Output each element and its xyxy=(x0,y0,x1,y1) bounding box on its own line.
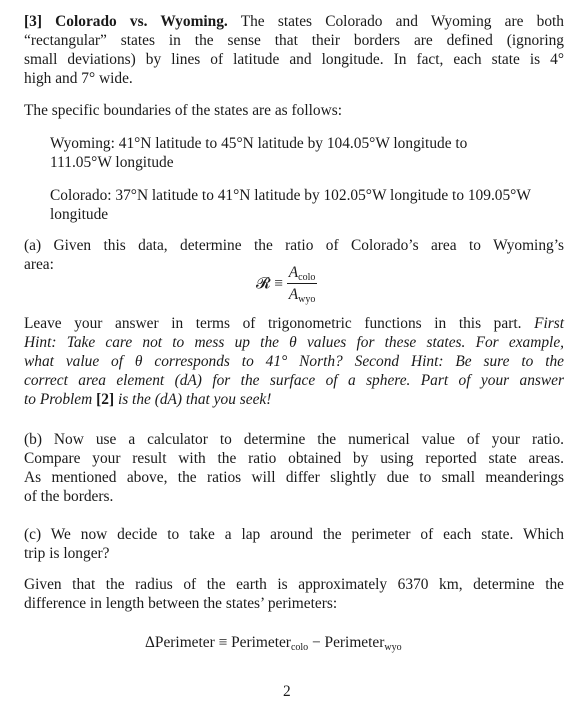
part-b-line-3: As mentioned above, the ratios will differ slightly due to small meanderings xyxy=(24,469,564,486)
part-a-line-2: area: xyxy=(24,256,54,273)
intro-line-2: “rectangular” states in the sense that their borders are defined (ignoring xyxy=(24,32,564,49)
intro-line-4: high and 7° wide. xyxy=(24,70,133,87)
hint-l5-pre: to Problem xyxy=(24,391,93,408)
part-b-line-1: (b) Now use a calculator to determine the numerical value of your ratio. xyxy=(24,431,564,448)
hint-text-normal: Leave your answer in terms of trigonometric functions in this part. xyxy=(24,315,522,332)
wyoming-boundaries xyxy=(50,134,578,172)
perimeter-minus: − Perimeter xyxy=(308,634,385,651)
part-b-line-4: of the borders. xyxy=(24,488,114,505)
perimeter-lhs: ΔPerimeter ≡ Perimeter xyxy=(145,634,291,651)
numerator-subscript: colo xyxy=(298,272,316,283)
colorado-line-2: longitude xyxy=(50,206,109,223)
part-a-line-1: (a) Given this data, determine the ratio of Colorado’s area to Wyoming’s xyxy=(24,237,564,254)
problem-number: [3] xyxy=(24,13,42,30)
problem-ref: [2] xyxy=(96,391,115,408)
ratio-numerator xyxy=(287,263,318,284)
part-c-question xyxy=(24,525,564,563)
part-b-line-2: Compare your result with the ratio obtained by using reported state areas. xyxy=(24,450,564,467)
page-number: 2 xyxy=(283,683,291,700)
part-a-hints xyxy=(24,314,564,409)
perimeter-wyo-subscript: wyo xyxy=(384,642,402,653)
perimeter-colo-subscript: colo xyxy=(290,642,309,653)
part-c-line-1: (c) We now decide to take a lap around the perimeter of each state. Which xyxy=(24,526,564,543)
hint-line-1 xyxy=(24,314,564,333)
problem-title: Colorado vs. Wyoming. xyxy=(55,13,228,30)
hint-line-2: Hint: Take care not to mess up the θ values for these states. For example, xyxy=(24,334,564,351)
problem-intro xyxy=(24,12,564,88)
numerator-symbol: A xyxy=(288,264,299,281)
hint-line-5 xyxy=(24,390,564,409)
given-line-1: Given that the radius of the earth is approximately 6370 km, determine the xyxy=(24,576,564,593)
part-c-given xyxy=(24,575,564,613)
boundaries-heading-text: The specific boundaries of the states are as follows: xyxy=(24,102,342,119)
boundaries-heading xyxy=(24,101,564,120)
ratio-fraction xyxy=(287,263,318,304)
denominator-symbol: A xyxy=(288,286,299,303)
perimeter-formula xyxy=(145,633,402,652)
colorado-line-1: Colorado: 37°N latitude to 41°N latitude by 102.05°W longitude to 109.05°W xyxy=(50,187,531,204)
intro-text-1: The states Colorado and Wyoming are both xyxy=(240,13,564,30)
wyoming-line-1: Wyoming: 41°N latitude to 45°N latitude by 104.05°W longitude to xyxy=(50,135,468,152)
ratio-denominator xyxy=(287,284,318,304)
hint-line-3: what value of θ corresponds to 41° North? Second Hint: Be sure to the xyxy=(24,353,564,370)
intro-line-3: small deviations) by lines of latitude and longitude. In fact, each state is 4° xyxy=(24,51,564,68)
wyoming-line-2: 111.05°W longitude xyxy=(50,154,174,171)
ratio-lhs: 𝓡 ≡ xyxy=(256,275,283,292)
part-b-question xyxy=(24,430,564,506)
intro-line-1 xyxy=(24,12,564,31)
hint-l5-post: is the (dA) that you seek! xyxy=(117,391,272,408)
hint-line-4: correct area element (dA) for the surface of a sphere. Part of your answer xyxy=(24,372,564,389)
part-c-line-2: trip is longer? xyxy=(24,545,110,562)
hint-text-first: First xyxy=(534,315,564,332)
colorado-boundaries xyxy=(50,186,578,224)
denominator-subscript: wyo xyxy=(298,294,316,305)
ratio-formula xyxy=(256,263,317,304)
given-line-2: difference in length between the states’ perimeters: xyxy=(24,595,338,612)
